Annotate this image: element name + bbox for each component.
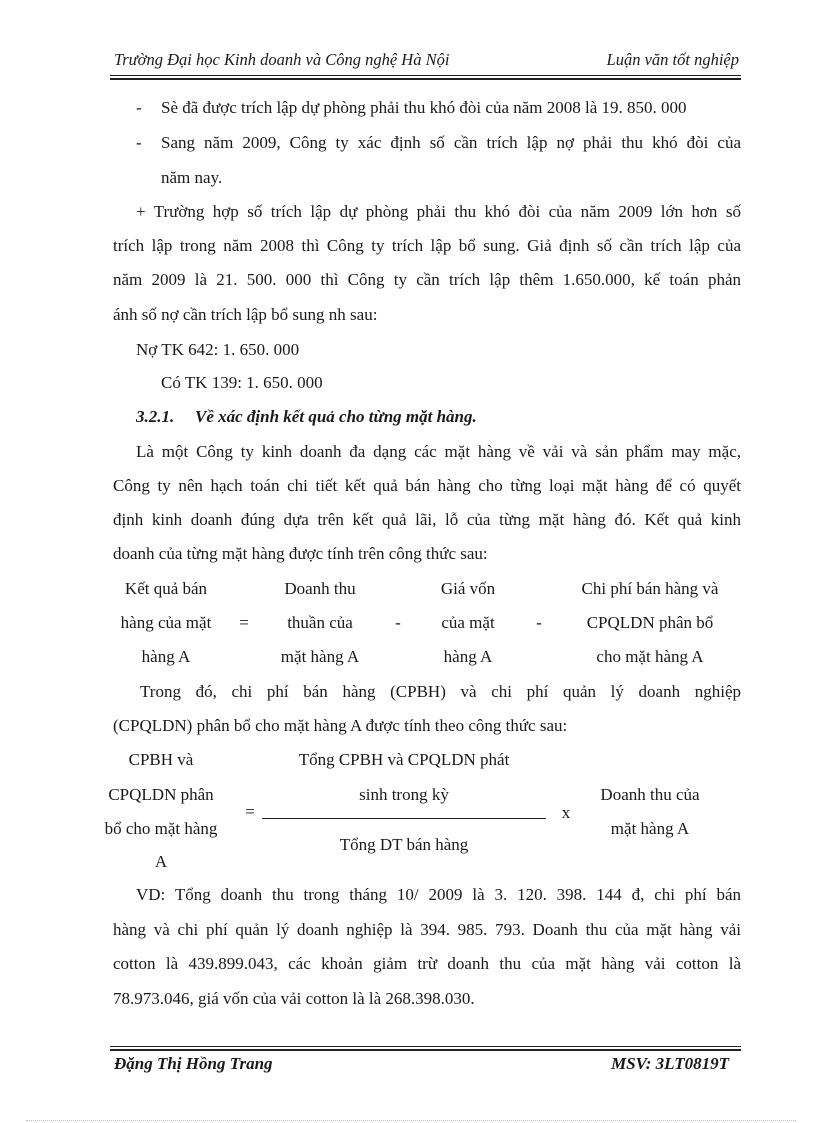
paragraph-line: định kinh doanh đúng dựa trên kết quả lãi, lỗ của từng mặt hàng đó. Kết quả kinh: [113, 510, 741, 529]
formula2-left-term: CPQLDN phân: [108, 785, 214, 804]
equals-sign: =: [245, 802, 255, 821]
formula-term-allocated-expenses: cho mặt hàng A: [596, 647, 704, 666]
header-rule-thin: [110, 75, 741, 76]
formula-term-allocated-expenses: Chi phí bán hàng và: [581, 579, 719, 598]
page-edge-dots: [26, 1120, 796, 1121]
credit-entry: Có TK 139: 1. 650. 000: [161, 373, 323, 392]
paragraph-line: + Trường hợp số trích lập dự phòng phải thu khó đòi của năm 2009 lớn hơn số: [136, 202, 741, 221]
equals-sign: =: [239, 613, 249, 632]
paragraph-line: VD: Tổng doanh thu trong tháng 10/ 2009 là 3. 120. 398. 144 đ, chi phí bán: [136, 885, 741, 904]
formula2-left-term: A: [154, 852, 168, 871]
footer-rule-thin: [110, 1046, 741, 1047]
formula-term-cost-of-goods: của mặt: [441, 613, 495, 632]
section-title: Về xác định kết quả cho từng mặt hàng.: [195, 407, 477, 426]
times-sign: x: [561, 803, 571, 822]
formula2-right-term: mặt hàng A: [610, 819, 690, 838]
fraction-bar: [262, 818, 546, 819]
fraction-numerator: sinh trong kỳ: [359, 785, 449, 804]
paragraph-line: doanh của từng mặt hàng được tính trên công thức sau:: [113, 544, 488, 563]
footer-rule-thick: [110, 1049, 741, 1051]
page-header: [110, 46, 741, 74]
bullet-line-continuation: năm nay.: [161, 168, 223, 187]
debit-entry: Nợ TK 642: 1. 650. 000: [136, 340, 300, 359]
formula2-left-term: bổ cho mặt hàng: [104, 819, 218, 838]
formula2-right-term: Doanh thu của: [600, 785, 700, 804]
paragraph-line: Công ty nên hạch toán chi tiết kết quả bán hàng cho từng loại mặt hàng để có quyết: [113, 476, 741, 495]
formula-term-result: Kết quả bán: [124, 579, 208, 598]
fraction-denominator: Tổng DT bán hàng: [339, 835, 469, 854]
paragraph-line: (CPQLDN) phân bổ cho mặt hàng A được tính theo công thức sau:: [113, 716, 568, 735]
formula2-left-term: CPBH và: [128, 750, 194, 769]
bullet-marker: -: [136, 98, 142, 117]
formula-term-result: hàng A: [141, 647, 191, 666]
paragraph-line: năm 2009 là 21. 500. 000 thì Công ty cần trích lập thêm 1.650.000, kế toán phản: [113, 270, 741, 289]
paragraph-line: Là một Công ty kinh doanh đa dạng các mặt hàng về vải và sản phẩm may mặc,: [136, 442, 741, 461]
formula-term-net-revenue: Doanh thu: [284, 579, 356, 598]
fraction-numerator: Tổng CPBH và CPQLDN phát: [298, 750, 510, 769]
page-footer: [110, 1052, 741, 1078]
header-document-type: Luận văn tốt nghiệp: [606, 50, 739, 69]
bullet-line: Sè đã được trích lập dự phòng phải thu khó đòi của năm 2008 là 19. 850. 000: [161, 98, 687, 117]
bullet-line: Sang năm 2009, Công ty xác định số cần trích lập nợ phải thu khó đòi của: [161, 133, 741, 152]
formula-term-result: hàng của mặt: [120, 613, 212, 632]
formula-term-cost-of-goods: hàng A: [443, 647, 493, 666]
paragraph-line: trích lập trong năm 2008 thì Công ty trích lập bổ sung. Giả định số cần trích lập của: [113, 236, 741, 255]
footer-author: Đặng Thị Hồng Trang: [114, 1054, 273, 1073]
formula-term-net-revenue: mặt hàng A: [280, 647, 360, 666]
paragraph-line: hàng và chi phí quản lý doanh nghiệp là 394. 985. 793. Doanh thu của mặt hàng vải: [113, 920, 741, 939]
paragraph-line: 78.973.046, giá vốn của vải cotton là là 268.398.030.: [113, 989, 475, 1008]
section-number: 3.2.1.: [136, 407, 175, 426]
formula-term-allocated-expenses: CPQLDN phân bổ: [586, 613, 714, 632]
header-rule-thick: [110, 78, 741, 80]
formula-term-cost-of-goods: Giá vốn: [440, 579, 496, 598]
paragraph-line: ánh số nợ cần trích lập bổ sung nh sau:: [113, 305, 378, 324]
minus-sign: -: [536, 613, 542, 632]
bullet-marker: -: [136, 133, 142, 152]
paragraph-line: Trong đó, chi phí bán hàng (CPBH) và chi phí quản lý doanh nghiệp: [140, 682, 741, 701]
footer-student-id: MSV: 3LT0819T: [611, 1054, 729, 1073]
formula-term-net-revenue: thuần của: [287, 613, 353, 632]
minus-sign: -: [395, 613, 401, 632]
header-school-name: Trường Đại học Kinh doanh và Công nghệ Hà Nội: [114, 50, 450, 69]
paragraph-line: cotton là 439.899.043, các khoản giảm trừ doanh thu của mặt hàng vải cotton là: [113, 954, 741, 973]
